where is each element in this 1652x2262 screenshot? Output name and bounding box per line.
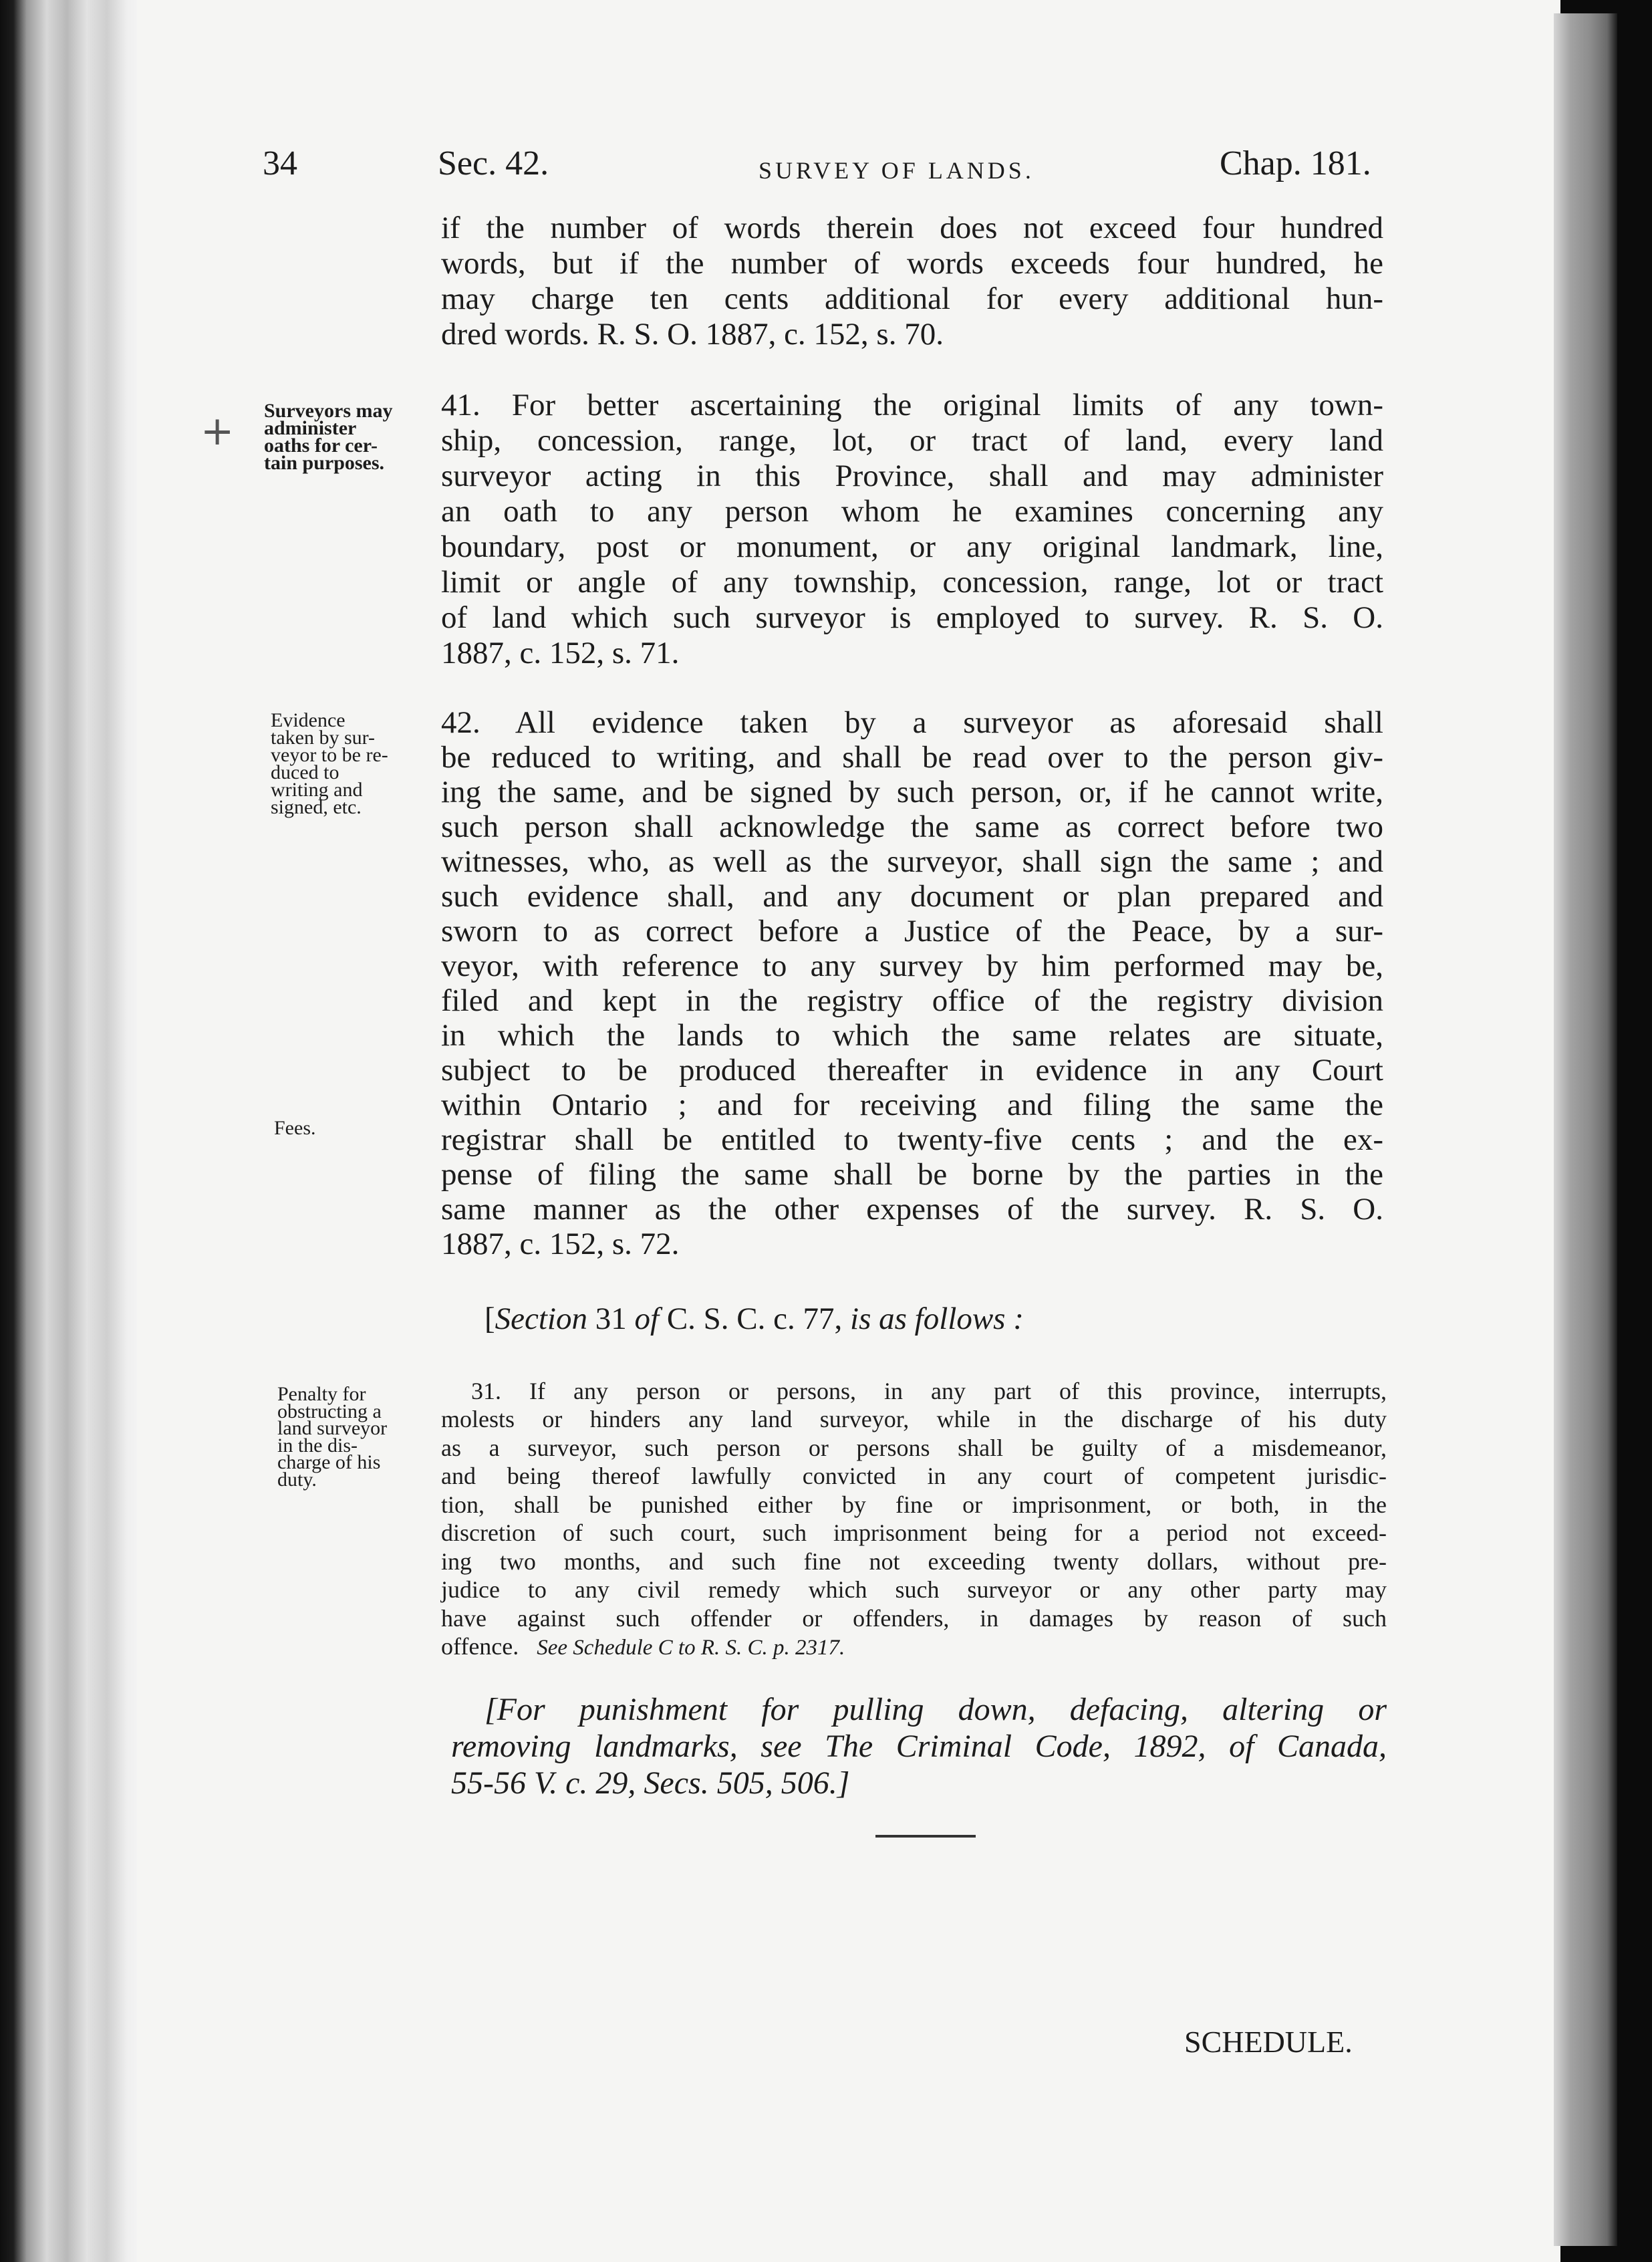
- text-line: 41. For better ascertaining the original limits of any town-: [441, 388, 1383, 422]
- margin-note-line: land surveyor: [277, 1417, 388, 1439]
- section-31-intro: [485, 1300, 1024, 1338]
- text-line: judice to any civil remedy which such surveyor or any other party may: [441, 1576, 1387, 1603]
- intro-rest: is as follows :: [850, 1301, 1024, 1336]
- text-line: filed and kept in the registry office of the registry division: [441, 983, 1383, 1018]
- schedule-reference: See Schedule C to R. S. C. p. 2317.: [537, 1636, 845, 1660]
- margin-note-line: writing and: [271, 779, 363, 801]
- intro-statute: C. S. C. c. 77,: [666, 1301, 843, 1336]
- intro-number: 31: [595, 1301, 627, 1336]
- text-line: and being thereof lawfully convicted in any court of competent jurisdic-: [441, 1463, 1387, 1489]
- margin-note-line: in the dis-: [277, 1434, 358, 1457]
- text-line: if the number of words therein does not exceed four hundred: [441, 211, 1383, 245]
- intro-section-word: Section: [495, 1301, 587, 1336]
- book-spine: [0, 0, 140, 2262]
- margin-note-line: Penalty for: [277, 1383, 366, 1405]
- margin-note-line: Surveyors may: [264, 400, 393, 422]
- text-line: limit or angle of any township, concession, range, lot or tract: [441, 565, 1383, 600]
- text-line: sworn to as correct before a Justice of the Peace, by a sur-: [441, 914, 1383, 949]
- text-line: discretion of such court, such imprisonment being for a period not exceed-: [441, 1519, 1387, 1546]
- pencil-mark: +: [200, 408, 235, 455]
- text-line: boundary, post or monument, or any original landmark, line,: [441, 529, 1383, 564]
- page-edge: [1554, 13, 1617, 2246]
- intro-of-word: of: [634, 1301, 660, 1336]
- margin-note-line: duty.: [277, 1468, 317, 1491]
- text-line: pense of filing the same shall be borne by the parties in the: [441, 1157, 1383, 1192]
- text-line: such person shall acknowledge the same as correct before two: [441, 809, 1383, 844]
- margin-note-section-31: [277, 1383, 388, 1491]
- text-line: 42. All evidence taken by a surveyor as aforesaid shall: [441, 705, 1383, 740]
- margin-note-fees: Fees.: [274, 1117, 316, 1139]
- text-line: 55-56 V. c. 29, Secs. 505, 506.]: [451, 1765, 850, 1801]
- margin-note-section-41: [264, 402, 392, 472]
- text-line: veyor, with reference to any survey by him performed may be,: [441, 949, 1383, 983]
- text-line: [For punishment for pulling down, defacing, altering or: [485, 1692, 1387, 1727]
- text-line: ing two months, and such fine not exceeding twenty dollars, without pre-: [441, 1548, 1387, 1575]
- margin-note-line: charge of his: [277, 1451, 381, 1473]
- text-line: surveyor acting in this Province, shall and may administer: [441, 459, 1383, 493]
- text-line: tion, shall be punished either by fine or imprisonment, or both, in the: [441, 1491, 1387, 1518]
- text-line: such evidence shall, and any document or plan prepared and: [441, 879, 1383, 914]
- text-line: molests or hinders any land surveyor, while in the discharge of his duty: [441, 1406, 1387, 1432]
- margin-note-line: tain purposes.: [264, 452, 385, 474]
- margin-note-line: Evidence: [271, 709, 346, 731]
- margin-note-line: taken by sur-: [271, 727, 376, 749]
- text-line: within Ontario ; and for receiving and filing the same the: [441, 1088, 1383, 1122]
- margin-note-line: duced to: [271, 761, 339, 783]
- last-line-text: offence.: [441, 1633, 519, 1660]
- page-number: 34: [263, 144, 297, 182]
- text-line: in which the lands to which the same relates are situate,: [441, 1018, 1383, 1053]
- text-line: same manner as the other expenses of the survey. R. S. O.: [441, 1192, 1383, 1227]
- text-line: ship, concession, range, lot, or tract of land, every land: [441, 423, 1383, 458]
- margin-note-line: administer: [264, 417, 357, 439]
- running-title: SURVEY OF LANDS.: [759, 157, 1035, 184]
- text-line: witnesses, who, as well as the surveyor, shall sign the same ; and: [441, 844, 1383, 879]
- closing-rule: [875, 1835, 976, 1838]
- running-chapter: Chap. 181.: [1220, 144, 1371, 182]
- text-line: dred words. R. S. O. 1887, c. 152, s. 70.: [441, 317, 944, 352]
- text-line: words, but if the number of words exceeds four hundred, he: [441, 246, 1383, 281]
- text-line: be reduced to writing, and shall be read over to the person giv-: [441, 740, 1383, 775]
- text-line: as a surveyor, such person or persons shall be guilty of a misdemeanor,: [441, 1434, 1387, 1461]
- catchword: SCHEDULE.: [1184, 2025, 1353, 2059]
- text-line: ing the same, and be signed by such person, or, if he cannot write,: [441, 775, 1383, 809]
- running-section: Sec. 42.: [438, 144, 549, 182]
- margin-note-line: signed, etc.: [271, 796, 362, 818]
- text-line: may charge ten cents additional for every additional hun-: [441, 281, 1383, 316]
- text-line: 31. If any person or persons, in any part of this province, interrupts,: [471, 1378, 1387, 1404]
- text-line: an oath to any person whom he examines concerning any: [441, 494, 1383, 529]
- margin-note-line: oaths for cer-: [264, 434, 378, 457]
- intro-bracket: [: [485, 1301, 495, 1336]
- text-line-last: [441, 1632, 1387, 1661]
- text-line: of land which such surveyor is employed to survey. R. S. O.: [441, 600, 1383, 635]
- margin-note-line: veyor to be re-: [271, 744, 388, 766]
- margin-note-section-42: [271, 709, 388, 818]
- text-line: removing landmarks, see The Criminal Code, 1892, of Canada,: [451, 1729, 1387, 1764]
- text-line: subject to be produced thereafter in evidence in any Court: [441, 1053, 1383, 1088]
- text-line: registrar shall be entitled to twenty-five cents ; and the ex-: [441, 1122, 1383, 1157]
- margin-note-line: obstructing a: [277, 1400, 382, 1422]
- text-line: 1887, c. 152, s. 71.: [441, 636, 680, 670]
- text-line: 1887, c. 152, s. 72.: [441, 1227, 680, 1261]
- text-line: have against such offender or offenders, in damages by reason of such: [441, 1605, 1387, 1632]
